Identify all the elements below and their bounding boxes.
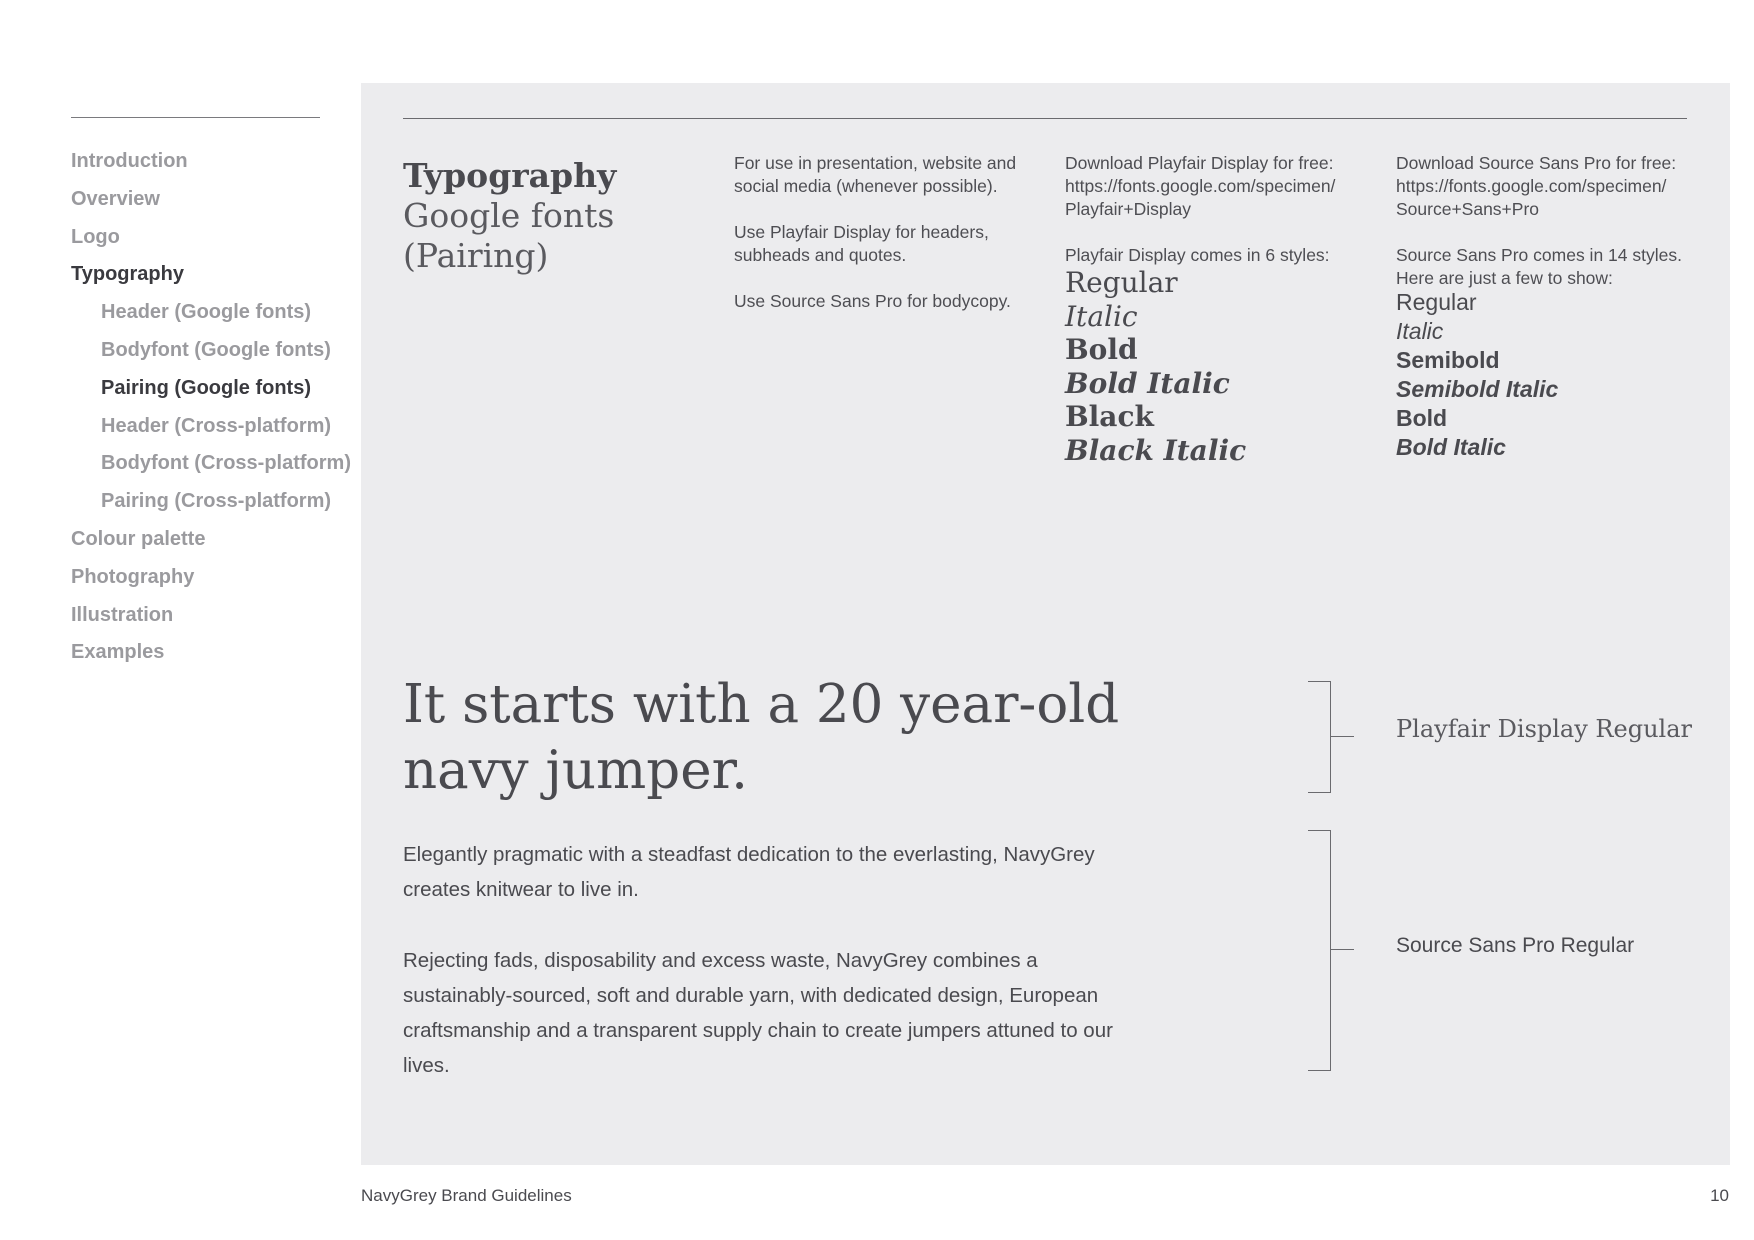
playfair-download-link[interactable]: Playfair+Display [1065, 199, 1191, 219]
sidebar-item-examples[interactable]: Examples [71, 641, 165, 664]
font-style-sample: Bold [1396, 405, 1448, 431]
sourcesans-download-link[interactable]: https://fonts.google.com/specimen/ [1396, 176, 1667, 196]
sidebar-item-header-google[interactable]: Header (Google fonts) [101, 301, 312, 324]
content-divider [403, 118, 1687, 119]
sidebar-item-header-cross[interactable]: Header (Cross-platform) [101, 414, 332, 437]
headline-bracket [1308, 681, 1331, 793]
footer-title: NavyGrey Brand Guidelines [361, 1186, 572, 1205]
body-bracket-tick [1330, 949, 1354, 950]
usage-note: Use Playfair Display for headers, subheads and quotes. [734, 222, 989, 265]
page-title-main: Typography [403, 156, 617, 195]
sidebar-item-pairing-google[interactable]: Pairing (Google fonts) [101, 376, 311, 399]
playfair-style-list [1065, 266, 1246, 468]
playfair-info [1065, 152, 1365, 267]
sidebar-item-photography[interactable]: Photography [71, 565, 195, 588]
sample-headline: It starts with a 20 year-old navy jumper. [403, 674, 1120, 801]
font-style-sample: Italic [1065, 299, 1138, 333]
sidebar-item-logo[interactable]: Logo [71, 225, 120, 248]
usage-notes [734, 152, 1034, 336]
content-panel [361, 83, 1730, 1165]
font-style-sample: Semibold [1396, 347, 1500, 373]
font-style-sample: Regular [1065, 266, 1178, 299]
page-title-sub1: Google fonts [403, 196, 615, 235]
sidebar-item-overview[interactable]: Overview [71, 187, 160, 210]
sourcesans-styles-intro: Source Sans Pro comes in 14 styles. [1396, 245, 1682, 265]
font-style-sample: Black Italic [1065, 433, 1247, 467]
font-style-sample: Italic [1396, 318, 1444, 344]
page-title [403, 156, 616, 276]
playfair-styles-intro: Playfair Display comes in 6 styles: [1065, 245, 1330, 265]
playfair-download-link[interactable]: https://fonts.google.com/specimen/ [1065, 176, 1336, 196]
playfair-download-label: Download Playfair Display for free: [1065, 153, 1334, 173]
sample-paragraph: Rejecting fads, disposability and excess waste, NavyGrey combines a sustainably-sourced, soft and durable yarn, with dedicated design, European craftsmanship and a transparent supply chain to create jumpers attuned to our lives. [403, 949, 1113, 1077]
sidebar-nav [71, 146, 351, 675]
body-bracket [1308, 830, 1331, 1071]
sourcesans-info [1396, 152, 1696, 290]
page-title-sub2: (Pairing) [403, 236, 549, 275]
sidebar-item-bodyfont-google[interactable]: Bodyfont (Google fonts) [101, 338, 331, 361]
headline-bracket-tick [1330, 736, 1354, 737]
sidebar-item-bodyfont-cross[interactable]: Bodyfont (Cross-platform) [101, 452, 351, 475]
sourcesans-style-list [1396, 288, 1558, 462]
font-style-sample: Semibold Italic [1396, 376, 1559, 402]
sample-paragraph: Elegantly pragmatic with a steadfast dedication to the everlasting, NavyGrey creates knitwear to live in. [403, 843, 1095, 901]
sidebar-item-pairing-cross[interactable]: Pairing (Cross-platform) [101, 490, 332, 513]
sidebar-item-introduction[interactable]: Introduction [71, 150, 188, 172]
font-style-sample: Bold Italic [1065, 366, 1230, 400]
sourcesans-download-link[interactable]: Source+Sans+Pro [1396, 199, 1540, 219]
sourcesans-download-label: Download Source Sans Pro for free: [1396, 153, 1677, 173]
sidebar-item-typography[interactable]: Typography [71, 263, 184, 286]
font-style-sample: Black [1065, 400, 1154, 434]
font-style-sample: Regular [1396, 289, 1477, 315]
sidebar-item-colour-palette[interactable]: Colour palette [71, 527, 206, 550]
headline-font-label: Playfair Display Regular [1396, 715, 1692, 743]
page-number: 10 [1710, 1186, 1729, 1205]
usage-note: For use in presentation, website and social media (whenever possible). [734, 153, 1017, 196]
sidebar-divider [71, 117, 320, 118]
usage-note: Use Source Sans Pro for bodycopy. [734, 291, 1011, 311]
sidebar-item-illustration[interactable]: Illustration [71, 603, 174, 626]
body-font-label: Source Sans Pro Regular [1396, 934, 1635, 957]
font-style-sample: Bold [1065, 333, 1138, 367]
font-style-sample: Bold Italic [1396, 434, 1506, 460]
sourcesans-styles-intro: Here are just a few to show: [1396, 268, 1613, 288]
sample-body [403, 837, 1143, 1119]
